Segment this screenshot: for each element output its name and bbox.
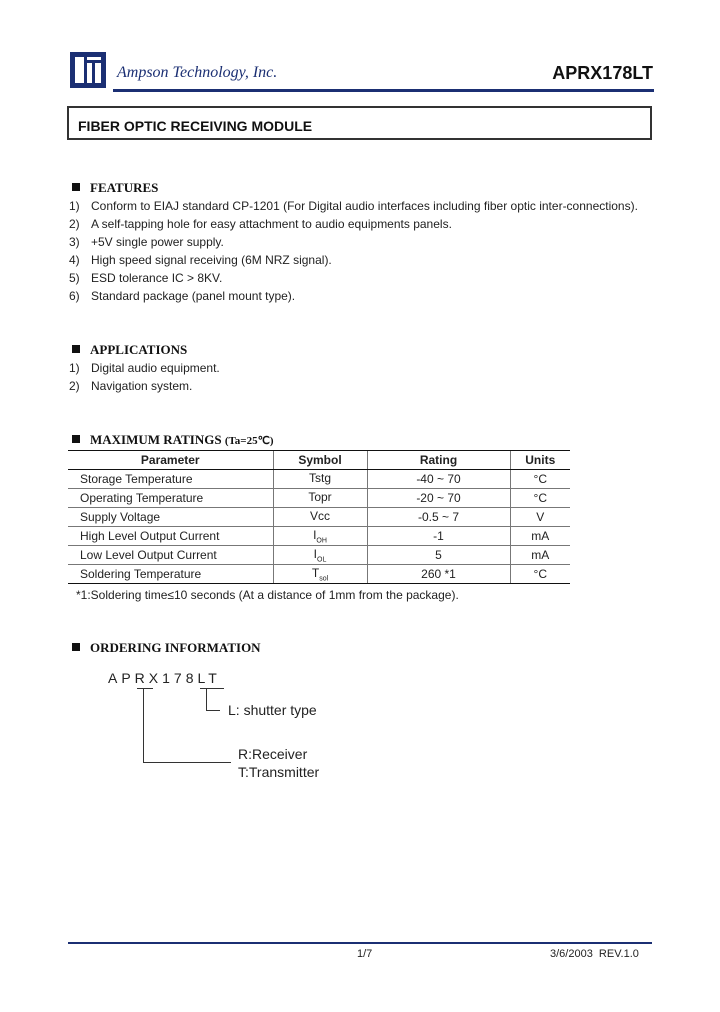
connector-line xyxy=(206,710,220,711)
document-title: FIBER OPTIC RECEIVING MODULE xyxy=(78,118,313,134)
connector-line xyxy=(143,688,144,763)
bullet-square-icon xyxy=(72,183,80,191)
table-row xyxy=(68,470,570,489)
cell-parameter: Soldering Temperature xyxy=(68,565,273,584)
bullet-square-icon xyxy=(72,435,80,443)
ratings-condition: (Ta=25℃) xyxy=(224,435,274,447)
cell-units: °C xyxy=(510,565,570,584)
bullet-square-icon xyxy=(72,643,80,651)
soldering-note: *1:Soldering time≤10 seconds (At a distance of 1mm from the package). xyxy=(76,588,459,602)
ordering-heading-text: ORDERING INFORMATION xyxy=(90,640,261,655)
cell-symbol: Topr xyxy=(273,489,367,508)
connector-line xyxy=(200,688,224,689)
cell-parameter: Operating Temperature xyxy=(68,489,273,508)
date-revision: 3/6/2003 REV.1.0 xyxy=(550,948,639,960)
ratings-heading-text: MAXIMUM RATINGS xyxy=(90,432,222,447)
connector-line xyxy=(137,688,153,689)
cell-units: °C xyxy=(510,470,570,489)
cell-units: mA xyxy=(510,527,570,546)
features-heading xyxy=(72,180,158,196)
table-header-row xyxy=(68,451,570,470)
cell-symbol: $T_{sol}$ xyxy=(273,565,367,584)
ratings-table xyxy=(68,450,570,584)
connector-line xyxy=(143,762,231,763)
cell-units: mA xyxy=(510,546,570,565)
table-row xyxy=(68,527,570,546)
part-number: APRX178LT xyxy=(552,63,653,83)
column-header: Symbol xyxy=(273,451,367,470)
shutter-label: L: shutter type xyxy=(228,702,317,718)
cell-parameter: Supply Voltage xyxy=(68,508,273,527)
table-row xyxy=(68,565,570,584)
company-name: Ampson Technology, Inc. xyxy=(117,64,278,81)
cell-symbol: Vcc xyxy=(273,508,367,527)
cell-rating: -40 ~ 70 xyxy=(367,470,510,489)
title-box xyxy=(67,106,652,140)
column-header: Units xyxy=(510,451,570,470)
cell-rating: -1 xyxy=(367,527,510,546)
cell-parameter: Storage Temperature xyxy=(68,470,273,489)
table-row xyxy=(68,546,570,565)
cell-symbol: $I_{OL}$ xyxy=(273,546,367,565)
cell-symbol: $I_{OH}$ xyxy=(273,527,367,546)
order-code: APRX178LT xyxy=(108,670,221,686)
applications-heading xyxy=(72,342,187,358)
column-header: Rating xyxy=(367,451,510,470)
connector-line xyxy=(206,688,207,711)
applications-heading-text: APPLICATIONS xyxy=(90,342,188,357)
ratings-heading xyxy=(72,432,274,448)
receiver-label: R:Receiver xyxy=(238,746,308,762)
features-heading-text: FEATURES xyxy=(90,180,159,195)
cell-rating: -0.5 ~ 7 xyxy=(367,508,510,527)
table-row xyxy=(68,508,570,527)
ordering-heading xyxy=(72,640,261,656)
transmitter-label: T:Transmitter xyxy=(238,764,320,780)
bullet-square-icon xyxy=(72,345,80,353)
cell-parameter: High Level Output Current xyxy=(68,527,273,546)
cell-symbol: Tstg xyxy=(273,470,367,489)
company-logo xyxy=(70,52,106,88)
cell-rating: 260 *1 xyxy=(367,565,510,584)
cell-rating: 5 xyxy=(367,546,510,565)
cell-rating: -20 ~ 70 xyxy=(367,489,510,508)
cell-units: °C xyxy=(510,489,570,508)
header-rule xyxy=(113,89,654,92)
cell-units: V xyxy=(510,508,570,527)
page-number: 1/7 xyxy=(357,948,373,960)
footer-rule xyxy=(68,942,652,944)
column-header: Parameter xyxy=(68,451,273,470)
cell-parameter: Low Level Output Current xyxy=(68,546,273,565)
table-row xyxy=(68,489,570,508)
